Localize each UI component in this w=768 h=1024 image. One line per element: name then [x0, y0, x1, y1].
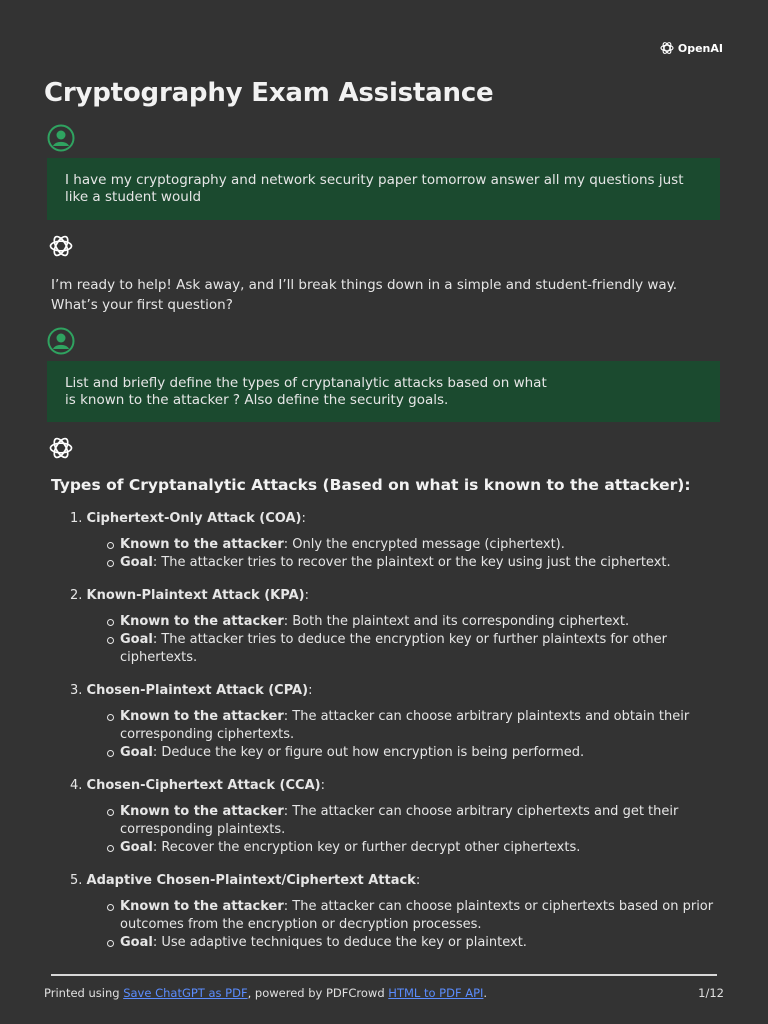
- html-to-pdf-api-link[interactable]: HTML to PDF API: [388, 986, 484, 1000]
- save-chatgpt-pdf-link[interactable]: Save ChatGPT as PDF: [123, 986, 248, 1000]
- attack-number: 1.: [70, 511, 83, 526]
- known-label: Known to the attacker: [120, 709, 284, 724]
- attack-item: [51, 510, 721, 572]
- goal-label: Goal: [120, 632, 153, 647]
- goal-bullet: [120, 744, 721, 762]
- user-message: [47, 158, 720, 220]
- known-label: Known to the attacker: [120, 804, 284, 819]
- attack-name: Adaptive Chosen-Plaintext/Ciphertext Attack: [86, 873, 416, 888]
- attack-number: 3.: [70, 683, 83, 698]
- attack-item: [51, 777, 721, 857]
- known-bullet: [120, 536, 721, 554]
- attack-name: Chosen-Ciphertext Attack (CCA): [86, 778, 321, 793]
- goal-label: Goal: [120, 840, 153, 855]
- footer-middle: , powered by PDFCrowd: [247, 986, 389, 1000]
- attack-number: 5.: [70, 873, 83, 888]
- footer-prefix: Printed using: [44, 986, 124, 1000]
- goal-label: Goal: [120, 935, 153, 950]
- attack-name: Chosen-Plaintext Attack (CPA): [86, 683, 309, 698]
- goal-bullet: [120, 839, 721, 857]
- known-text: : Only the encrypted message (ciphertext).: [283, 537, 565, 552]
- known-text: : Both the plaintext and its corresponding ciphertext.: [283, 614, 630, 629]
- known-label: Known to the attacker: [120, 537, 284, 552]
- attack-title: 4. Chosen-Ciphertext Attack (CCA):: [70, 778, 325, 793]
- attack-details: [51, 536, 721, 572]
- attack-title: 2. Known-Plaintext Attack (KPA):: [70, 588, 309, 603]
- goal-bullet: [120, 934, 721, 952]
- user-message-text: I have my cryptography and network security paper tomorrow answer all my questions just like a student would: [65, 172, 684, 205]
- openai-brand: [659, 40, 723, 56]
- user-avatar: [47, 327, 75, 355]
- known-label: Known to the attacker: [120, 899, 284, 914]
- known-text: : The attacker can choose arbitrary ciphertexts and get their corresponding plaintexts.: [120, 804, 679, 837]
- attack-details: [51, 613, 721, 667]
- known-text: : The attacker can choose plaintexts or ciphertexts based on prior outcomes from the encryption or decryption processes.: [120, 899, 714, 932]
- user-message: [47, 361, 720, 422]
- goal-bullet: [120, 554, 721, 572]
- footer-divider: [51, 974, 717, 976]
- attack-name: Ciphertext-Only Attack (COA): [86, 511, 302, 526]
- print-footer: [44, 986, 724, 1000]
- goal-text: : The attacker tries to deduce the encryption key or further plaintexts for other ciphertexts.: [120, 632, 667, 665]
- goal-label: Goal: [120, 555, 153, 570]
- goal-text: : Deduce the key or figure out how encryption is being performed.: [152, 745, 585, 760]
- page-number: 1/12: [698, 986, 724, 1000]
- attack-title: 5. Adaptive Chosen-Plaintext/Ciphertext Attack:: [70, 873, 421, 888]
- footer-suffix: .: [483, 986, 488, 1000]
- user-message-line: is known to the attacker ? Also define the security goals.: [65, 391, 449, 408]
- attack-item: [51, 682, 721, 762]
- attack-name: Known-Plaintext Attack (KPA): [86, 588, 305, 603]
- attack-details: [51, 898, 721, 952]
- assistant-avatar: [47, 232, 75, 260]
- assistant-message: I’m ready to help! Ask away, and I’ll break things down in a simple and student-friendly way. What’s your first question?: [51, 277, 678, 313]
- attack-title: 3. Chosen-Plaintext Attack (CPA):: [70, 683, 313, 698]
- goal-bullet: [120, 631, 721, 667]
- user-avatar-icon: [47, 327, 75, 355]
- attack-item: [51, 872, 721, 952]
- attack-number: 2.: [70, 588, 83, 603]
- brand-name: OpenAI: [677, 41, 723, 55]
- assistant-answer: [51, 476, 721, 967]
- known-label: Known to the attacker: [120, 614, 284, 629]
- attack-details: [51, 708, 721, 762]
- known-bullet: [120, 613, 721, 631]
- attack-title: 1. Ciphertext-Only Attack (COA):: [70, 511, 306, 526]
- answer-heading: Types of Cryptanalytic Attacks (Based on what is known to the attacker):: [51, 476, 691, 494]
- assistant-avatar: [47, 434, 75, 462]
- goal-text: : Use adaptive techniques to deduce the key or plaintext.: [152, 935, 527, 950]
- attack-item: [51, 587, 721, 667]
- footer-credit: [44, 986, 487, 1000]
- goal-label: Goal: [120, 745, 153, 760]
- attack-number: 4.: [70, 778, 83, 793]
- openai-logo-icon: [47, 232, 75, 260]
- known-text: : The attacker can choose arbitrary plaintexts and obtain their corresponding ciphertexts.: [120, 709, 690, 742]
- attack-details: [51, 803, 721, 857]
- known-bullet: [120, 803, 721, 839]
- known-bullet: [120, 898, 721, 934]
- user-avatar-icon: [47, 124, 75, 152]
- goal-text: : The attacker tries to recover the plaintext or the key using just the ciphertext.: [152, 555, 671, 570]
- openai-logo-icon: [47, 434, 75, 462]
- page-title: Cryptography Exam Assistance: [44, 78, 494, 108]
- user-avatar: [47, 124, 75, 152]
- user-message-line: List and briefly define the types of cryptanalytic attacks based on what: [65, 374, 547, 391]
- goal-text: : Recover the encryption key or further decrypt other ciphertexts.: [152, 840, 581, 855]
- known-bullet: [120, 708, 721, 744]
- openai-logo-icon: [659, 40, 675, 56]
